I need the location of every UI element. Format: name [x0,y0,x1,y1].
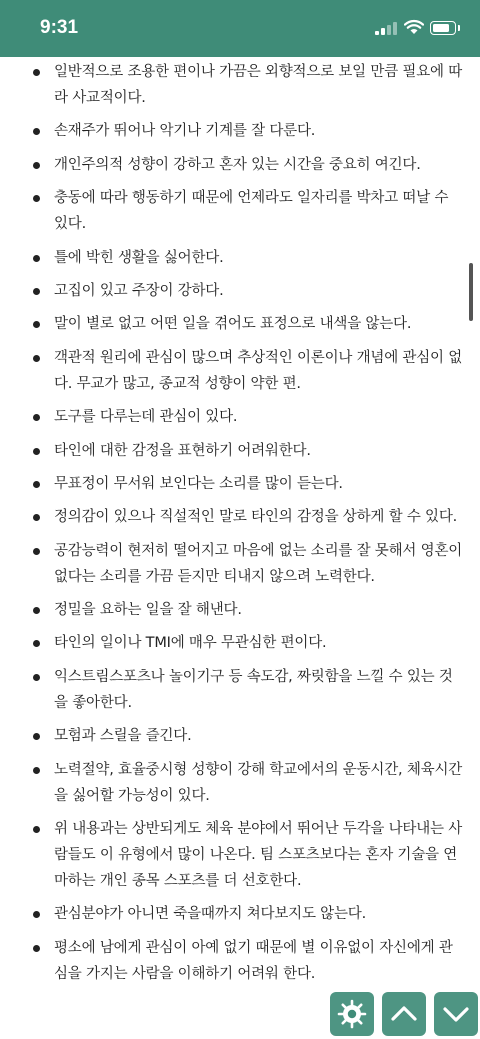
status-time: 9:31 [40,17,79,38]
list-item: 평소에 남에게 관심이 아예 없기 때문에 별 이유없이 자신에게 관심을 가지는 사람을 이해하기 어려워 한다. [0,935,480,987]
list-item: 노력절약, 효율중시형 성향이 강해 학교에서의 운동시간, 체육시간을 싫어할 가능성이 있다. [0,757,480,809]
list-item: 객관적 원리에 관심이 많으며 추상적인 이론이나 개념에 관심이 없다. 무교가 많고, 종교적 성향이 약한 편. [0,345,480,397]
list-item: 정밀을 요하는 일을 잘 해낸다. [0,597,480,623]
list-item: 개인주의적 성향이 강하고 혼자 있는 시간을 중요히 여긴다. [0,152,480,178]
scrollbar-thumb[interactable] [469,263,473,321]
list-item: 틀에 박힌 생활을 싫어한다. [0,245,480,271]
trait-list [0,57,480,987]
battery-icon [430,21,456,35]
settings-button[interactable] [330,992,374,1036]
list-item: 충동에 따라 행동하기 때문에 언제라도 일자리를 박차고 떠날 수 있다. [0,185,480,237]
list-item: 일반적으로 조용한 편이나 가끔은 외향적으로 보일 만큼 필요에 따라 사교적이다. [0,59,480,111]
list-item: 모험과 스릴을 즐긴다. [0,723,480,749]
list-item: 위 내용과는 상반되게도 체육 분야에서 뛰어난 두각을 나타내는 사람들도 이 유형에서 많이 나온다. 팀 스포츠보다는 혼자 기술을 연마하는 개인 종목 스포츠를 더 선호한다. [0,816,480,894]
list-item: 말이 별로 없고 어떤 일을 겪어도 표정으로 내색을 않는다. [0,311,480,337]
list-item: 공감능력이 현저히 떨어지고 마음에 없는 소리를 잘 못해서 영혼이 없다는 소리를 가끔 듣지만 티내지 않으려 노력한다. [0,538,480,590]
list-item: 도구를 다루는데 관심이 있다. [0,404,480,430]
cellular-signal-icon [375,21,399,35]
list-item: 타인의 일이나 TMI에 매우 무관심한 편이다. [0,630,480,656]
article-content [0,57,480,1039]
list-item: 정의감이 있으나 직설적인 말로 타인의 감정을 상하게 할 수 있다. [0,504,480,530]
list-item: 관심분야가 아니면 죽을때까지 쳐다보지도 않는다. [0,901,480,927]
status-bar [0,0,480,57]
chevron-up-icon [382,992,426,1036]
list-item: 손재주가 뛰어나 악기나 기계를 잘 다룬다. [0,118,480,144]
chevron-down-icon [434,992,478,1036]
list-item: 익스트림스포츠나 놀이기구 등 속도감, 짜릿함을 느낄 수 있는 것을 좋아한다. [0,664,480,716]
scroll-down-button[interactable] [434,992,478,1036]
scroll-up-button[interactable] [382,992,426,1036]
list-item: 무표정이 무서워 보인다는 소리를 많이 듣는다. [0,471,480,497]
list-item: 타인에 대한 감정을 표현하기 어려워한다. [0,438,480,464]
settings-icon [330,992,374,1036]
list-item: 고집이 있고 주장이 강하다. [0,278,480,304]
wifi-icon [404,19,424,35]
